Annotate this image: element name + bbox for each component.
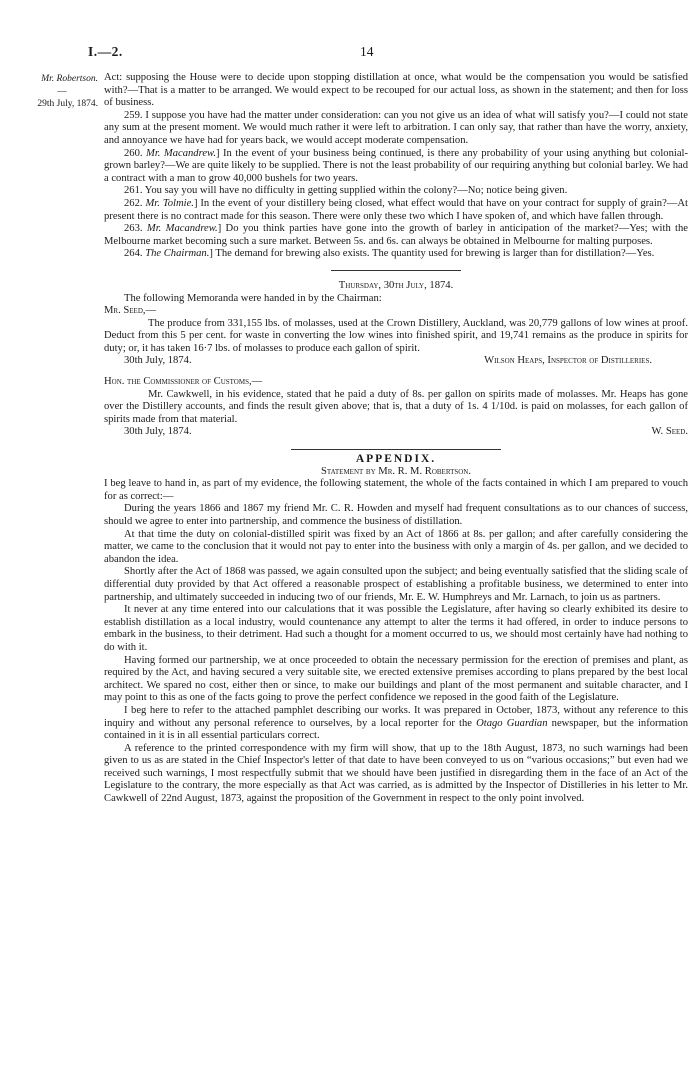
appendix-paragraph (104, 705, 688, 743)
paragraph-text: newspaper, but the information contained in it is in all essential particulars correct. (104, 717, 689, 742)
margin-note (8, 73, 98, 111)
questioner: Mr. Macandrew. (146, 223, 218, 235)
questioner: The Chairman. (145, 248, 210, 260)
memo-signature: Wilson Heaps, Inspector of Distilleries. (484, 355, 652, 367)
memo-signoff (104, 426, 688, 439)
paragraph-text: I beg here to refer to the attached pamphlet describing our works. It was prepared in October, 1873, without any reference to this inquiry and without any personal reference to ourselves, by a local reporter for the (104, 704, 688, 729)
question-number: 263. (124, 223, 143, 235)
memo-date-heading: Thursday, 30th July, 1874. (338, 279, 454, 291)
appendix-paragraph: Shortly after the Act of 1868 was passed, we again consulted upon the subject; and being eventually satisfied that the sliding scale of differential duty provided by that Act offered a reasonable prospect of establishing a profitable business, we determined to enter into partnership, and ultimately succeeded in inducing two of our friends, Mr. E. W. Humphreys and Mr. Larnach, to join us as partners. (104, 566, 688, 603)
memo-signoff (104, 355, 688, 368)
memo-date: 30th July, 1874. (124, 355, 192, 367)
question-text: ] Do you think parties have gone into the growth of barley in anticipation of the market?—Yes; with the Melbourne market becoming such a sure market. Between 5s. and 6s. can always be obtained in Melbourne for malting purposes. (104, 223, 688, 247)
memo-body: The produce from 331,155 lbs. of molasses, used at the Crown Distillery, Auckland, was 20,779 gallons of low wines at proof. Deduct from this 5 per cent. for waste in converting the low wines into finished spirit, and 19,741 remains as the produce in spirits for duty; or, it has taken 16·7 lbs. of molasses to produce each gallon of spirit. (104, 317, 688, 354)
page-number: 14 (360, 44, 374, 59)
appendix-paragraph: At that time the duty on colonial-distilled spirit was fixed by an Act of 1866 at 8s. per gallon; and after carefully considering the matter, we came to the conclusion that it would not pay to enter into the business with only a margin of 4s. per gallon, and we decided to abandon the idea. (104, 528, 688, 565)
evidence-paragraph (104, 248, 688, 261)
margin-date: 29th July, 1874. (37, 99, 98, 110)
appendix-paragraph: I beg leave to hand in, as part of my evidence, the following statement, the whole of the facts contained in which I am prepared to vouch for as correct:— (104, 478, 688, 502)
section-divider (331, 270, 461, 271)
evidence-paragraph: 261. You say you will have no difficulty in getting supplied within the colony?—No; notice being given. (124, 185, 568, 197)
questioner: Mr. Macandrew. (146, 147, 216, 159)
page-body (104, 72, 688, 806)
evidence-paragraph: Act: supposing the House were to decide upon stopping distillation at once, what would be the compensation you would be satisfied with?—That is a matter to be arranged. We would expect to be recouped for our actual loss, as shown in the statement; and then for loss of business. (104, 72, 688, 109)
evidence-paragraph (104, 148, 688, 186)
document-reference: I.—2. (88, 44, 123, 59)
page-header (0, 44, 700, 60)
question-number: 262. (124, 197, 143, 209)
appendix-subtitle: Statement by Mr. R. M. Robertson. (321, 465, 471, 477)
newspaper-name: Otago Guardian (476, 717, 548, 729)
appendix-paragraph: It never at any time entered into our calculations that it was possible the Legislature, after having so clearly exhibited its desire to establish distillation as a local industry, would countenance any attempt to alter the terms it had offered, in order to induce persons to embark in the business, to their detriment. Had such a thought for a moment occurred to us, we should most certainly have had nothing to do with it. (104, 604, 688, 653)
question-text: ] In the event of your business being continued, is there any probability of your using anything but colonial-grown barley?—We are quite likely to be supplied. There is not the least probability of our requiring anything but colonial barley. We had a contract with a man to grow 40,000 bushels for two years. (104, 147, 688, 184)
memo-signature: W. Seed. (651, 426, 688, 438)
question-number: 260. (124, 147, 143, 159)
questioner: Mr. Tolmie. (145, 197, 194, 209)
memo-body: Mr. Cawkwell, in his evidence, stated that he paid a duty of 8s. per gallon on spirits made of molasses. Mr. Heaps has gone over the Distillery accounts, and finds the result given above; that is, that a duty of 1s. 4 1/10d. is paid on molasses, for each gallon of spirits made from that material. (104, 388, 688, 425)
appendix-title: APPENDIX. (355, 453, 437, 466)
question-text: ] The demand for brewing also exists. The quantity used for brewing is larger than for distillation?—Yes. (209, 248, 655, 260)
appendix-paragraph: Having formed our partnership, we at once proceeded to obtain the necessary permission for the erection of premises and plant, as required by the Act, and having secured a very suitable site, we erected extensive premises according to plans prepared by the best local architect. We spared no cost, either then or since, to make our buildings and plant of the most permanent and suitable character, and I may point to this as one of the facts going to prove the perfect confidence we reposed in the good faith of the Legislature. (104, 654, 688, 704)
margin-dash: — (57, 86, 67, 97)
memo-addressee: Hon. the Commissioner of Customs,— (104, 376, 263, 388)
evidence-paragraph (104, 223, 688, 248)
memo-intro: The following Memoranda were handed in by the Chairman: (124, 292, 382, 304)
question-number: 264. (124, 248, 143, 260)
question-text: ] In the event of your distillery being closed, what effect would that have on your contract for supply of grain?—At present there is no contract made for this season. There were only these two which I have spoken of, and which have fallen through. (104, 197, 688, 222)
evidence-paragraph (104, 198, 688, 223)
memo-addressee: Mr. Seed,— (104, 305, 157, 317)
evidence-paragraph: 259. I suppose you have had the matter under consideration: can you not give us an idea of what will satisfy you?—I could not state any sum at the present moment. We would much rather it were left to arbitration. I can only say, that rather than have the worry, anxiety, and annoyance we have had for years back, we would accept moderate compensation. (104, 109, 688, 146)
appendix-paragraph: A reference to the printed correspondence with my firm will show, that up to the 18th August, 1873, no such warnings had been given to us as are stated in the Chief Inspector's letter of that date to have been conveyed to us on “various occasions;” but even had we received such warnings, I most respectfully submit that we should have been justified in disregarding them in the face of an Act of the Legislature to the contrary, the more especially as that Act was carried, as is admitted by the Inspector of Distilleries in his letter to Mr. Cawkwell of 22nd August, 1873, against the proposition of the Government in respect to the only point involved. (104, 742, 688, 805)
appendix-paragraph: During the years 1866 and 1867 my friend Mr. C. R. Howden and myself had frequent consultations as to our chances of success, should we agree to enter into partnership, and commence the business of distillation. (104, 503, 688, 527)
memo-date: 30th July, 1874. (124, 426, 192, 438)
section-divider (291, 449, 501, 450)
margin-witness: Mr. Robertson. (41, 74, 98, 84)
